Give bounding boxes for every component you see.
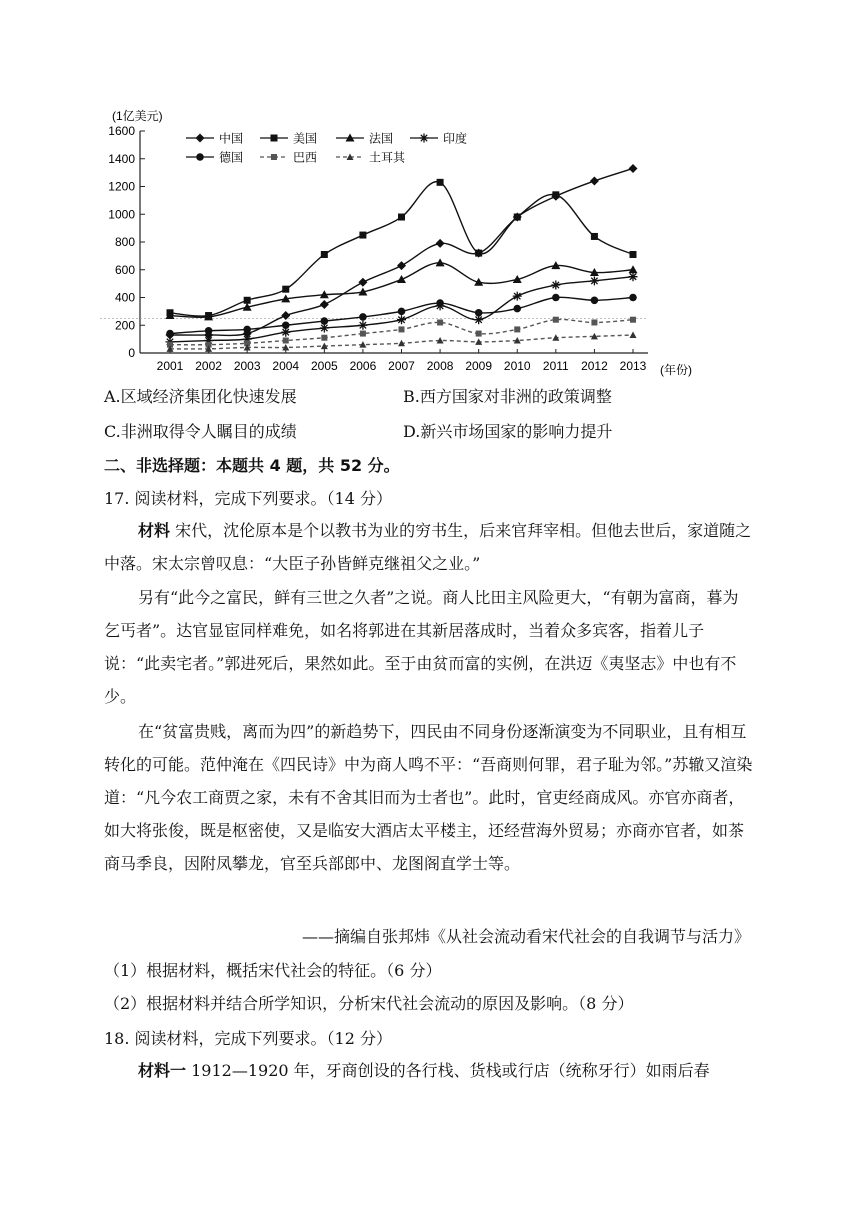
data-point: [283, 338, 289, 344]
legend-label: 巴西: [293, 150, 318, 165]
x-tick-label: 2012: [581, 359, 608, 373]
y-axis-label: (1亿美元): [112, 109, 163, 123]
data-point: [629, 164, 638, 173]
q17-para1-text: 宋代，沈伦原本是个以教书为业的穷书生，后来官拜宰相。但他去世后，家道随之中落。宋太宗曾叹息：“大臣子孙皆鲜克继祖父之业。”: [104, 521, 752, 573]
legend-label: 德国: [219, 150, 244, 165]
data-point: [436, 239, 445, 248]
chart-legend: [186, 131, 467, 165]
data-point: [475, 309, 483, 317]
data-point: [630, 317, 636, 323]
data-point: [360, 331, 366, 337]
legend-item: [186, 151, 243, 165]
option-d[interactable]: D.新兴市场国家的影响力提升: [403, 422, 613, 441]
y-tick-label: 600: [114, 262, 135, 277]
data-point: [476, 331, 482, 337]
data-point: [437, 179, 444, 186]
data-point: [552, 191, 559, 198]
data-point: [397, 275, 406, 283]
x-tick-label: 2001: [156, 359, 184, 373]
data-point: [630, 331, 637, 338]
q17-para1: [104, 514, 754, 580]
y-tick-label: 800: [114, 235, 135, 249]
legend-item: [260, 132, 317, 146]
data-point: [514, 326, 520, 332]
data-point: [397, 315, 406, 324]
legend-label: 中国: [219, 131, 244, 146]
data-point: [358, 321, 367, 330]
data-point: [282, 321, 290, 329]
legend-item: [260, 151, 317, 165]
data-point: [437, 319, 443, 325]
option-b[interactable]: B.西方国家对非洲的政策调整: [403, 387, 612, 406]
q17-material-label: 材料: [138, 521, 171, 540]
data-point: [205, 327, 213, 335]
q17-para3: 在“贫富贵贱，离而为四”的新趋势下，四民由不同身份逐渐演变为不同职业，且有相互转化的可能。范仲淹在《四民诗》中为商人鸣不平：“吾商则何罪，君子耻为邻。”苏辙又渲染道：“凡今农工商贾之家，未有不舍其旧而为士者也”。此时，官吏经商成风。亦官亦商者，如大将张俊，既是枢密使，又是临安大酒店太平楼主，还经营海外贸易；亦商亦官者，如茶商马季良，因附凤攀龙，官至兵部郎中、龙图阁直学士等。: [104, 722, 753, 873]
data-point: [321, 317, 329, 325]
y-tick-label: 1000: [108, 207, 135, 222]
data-point: [320, 300, 329, 309]
legend-marker: [196, 134, 205, 143]
data-point: [629, 294, 637, 302]
data-point: [629, 272, 638, 281]
data-point: [630, 251, 637, 258]
data-point: [398, 308, 406, 316]
data-point: [359, 232, 366, 239]
q17-sub2: （2）根据材料并结合所学知识，分析宋代社会流动的原因及影响。（8 分）: [104, 994, 634, 1013]
data-point: [551, 281, 560, 290]
y-tick-label: 1400: [108, 151, 135, 166]
q17-citation: ——摘编自张邦炜《从社会流动看宋代社会的自我调节与活力》: [301, 927, 750, 946]
x-axis-label: (年份): [660, 363, 692, 377]
data-point: [590, 276, 599, 285]
legend-item: [336, 131, 393, 146]
x-tick-label: 2010: [503, 359, 531, 373]
legend-marker: [271, 154, 277, 160]
data-point: [282, 286, 289, 293]
data-point: [514, 214, 521, 221]
option-c[interactable]: C.非洲取得令人瞩目的成绩: [104, 422, 297, 441]
y-tick-label: 1200: [108, 179, 135, 194]
x-tick-label: 2009: [465, 359, 493, 373]
legend-marker: [420, 134, 429, 143]
data-point: [397, 261, 406, 270]
data-point: [513, 292, 522, 301]
x-tick-label: 2007: [388, 359, 415, 373]
data-point: [591, 233, 598, 240]
data-point: [321, 335, 327, 341]
data-point: [359, 313, 367, 321]
legend-label: 印度: [443, 131, 468, 146]
data-point: [398, 214, 405, 221]
series-lines: [166, 164, 638, 352]
y-tick-label: 400: [114, 290, 135, 305]
section-title: 二、非选择题：本题共 4 题，共 52 分。: [104, 456, 400, 475]
legend-label: 美国: [293, 131, 318, 146]
q18-para1: [104, 1054, 754, 1087]
data-point: [590, 176, 599, 185]
data-point: [166, 330, 174, 338]
x-tick-label: 2006: [349, 359, 377, 373]
data-point: [553, 317, 559, 323]
x-tick-label: 2003: [233, 359, 261, 373]
q17-para2: 另有“此今之富民，鲜有三世之久者”之说。商人比田主风险更大，“有朝为富商，暮为乞丐者”。达官显宦同样难免，如名将郭进在其新居落成时，当着众多宾客，指着儿子说：“此卖宅者。”郭进死后，果然如此。至于由贫而富的实例，在洪迈《夷坚志》中也有不少。: [104, 588, 739, 706]
q18-title: 18. 阅读材料，完成下列要求。（12 分）: [104, 1029, 392, 1048]
y-tick-label: 1600: [108, 124, 135, 138]
data-point: [358, 278, 367, 287]
x-axis: [140, 349, 648, 373]
legend-item: [410, 131, 467, 146]
data-point: [321, 251, 328, 258]
legend-item: [186, 131, 243, 146]
x-tick-label: 2013: [619, 359, 647, 373]
x-tick-label: 2005: [310, 359, 338, 373]
option-a[interactable]: A.区域经济集团化快速发展: [104, 387, 297, 406]
x-tick-label: 2011: [542, 359, 569, 373]
y-tick-label: 200: [114, 318, 135, 333]
series-line: [170, 182, 633, 317]
data-point: [399, 326, 405, 332]
q18-para1-text: 1912—1920 年，牙商创设的各行栈、货栈或行店（统称牙行）如雨后春: [191, 1061, 710, 1080]
data-point: [591, 319, 597, 325]
q18-material-label: 材料一: [138, 1061, 187, 1080]
legend-label: 土耳其: [369, 150, 406, 165]
x-tick-label: 2004: [272, 359, 300, 373]
data-point: [281, 311, 290, 320]
data-point: [243, 326, 251, 334]
data-point: [475, 250, 482, 257]
legend-item: [336, 150, 406, 165]
legend-marker: [196, 153, 204, 161]
y-tick-label: 0: [128, 346, 135, 360]
legend-marker: [271, 135, 278, 142]
data-point: [552, 294, 560, 302]
trade-line-chart: [100, 104, 710, 384]
q17-title: 17. 阅读材料，完成下列要求。（14 分）: [104, 489, 392, 508]
x-tick-label: 2008: [426, 359, 454, 373]
x-tick-label: 2002: [195, 359, 222, 373]
legend-label: 法国: [369, 131, 394, 146]
data-point: [591, 296, 599, 304]
data-point: [436, 299, 444, 307]
q17-sub1: （1）根据材料，概括宋代社会的特征。（6 分）: [104, 961, 442, 980]
data-point: [513, 305, 521, 313]
data-point: [629, 265, 638, 273]
